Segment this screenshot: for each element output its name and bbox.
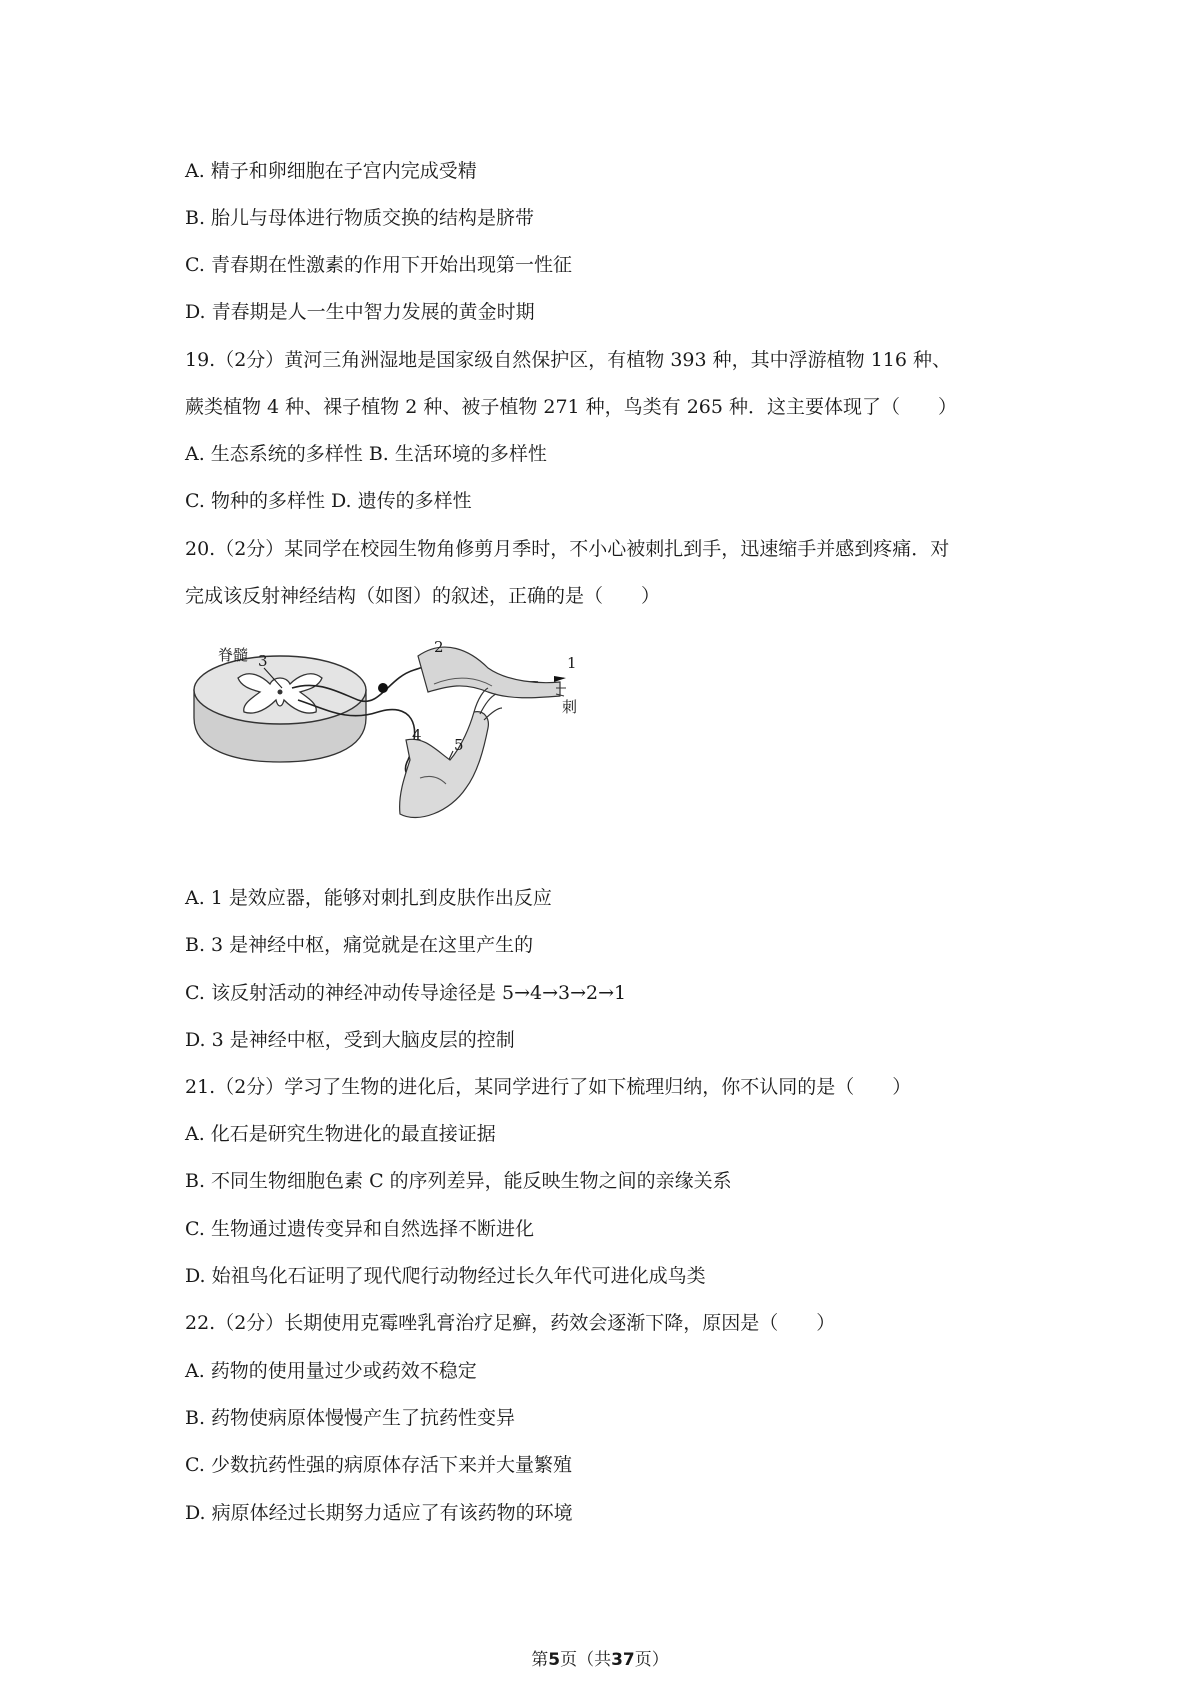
label-1: 1 [567, 654, 577, 672]
q19-stem-line1: 19.（2分）黄河三角洲湿地是国家级自然保护区，有植物 393 种，其中浮游植物 116 种、 [185, 349, 951, 371]
footer-prefix: 第 [531, 1650, 549, 1670]
q18-option-c: C. 青春期在性激素的作用下开始出现第一性征 [185, 254, 572, 276]
q20-option-d: D. 3 是神经中枢，受到大脑皮层的控制 [185, 1029, 515, 1051]
label-5: 5 [454, 736, 464, 754]
label-4: 4 [412, 726, 422, 744]
thorn-icon [554, 676, 566, 682]
q21-option-a: A. 化石是研究生物进化的最直接证据 [185, 1123, 496, 1145]
q20-option-b: B. 3 是神经中枢，痛觉就是在这里产生的 [185, 934, 534, 956]
footer-page-number: 5 [548, 1650, 561, 1670]
q18-option-d: D. 青春期是人一生中智力发展的黄金时期 [185, 301, 535, 323]
lower-arm-drawing [400, 688, 502, 818]
q22-option-a: A. 药物的使用量过少或药效不稳定 [185, 1360, 477, 1382]
footer-total-pages: 37 [611, 1650, 635, 1670]
q22-stem: 22.（2分）长期使用克霉唑乳膏治疗足癣，药效会逐渐下降，原因是（ ） [185, 1312, 836, 1334]
label-3: 3 [258, 652, 268, 670]
reflex-arc-diagram [188, 628, 598, 846]
label-spinal-cord: 脊髓 [218, 646, 249, 664]
q19-options-line1: A. 生态系统的多样性 B. 生活环境的多样性 [185, 443, 547, 465]
q18-option-a: A. 精子和卵细胞在子宫内完成受精 [185, 160, 477, 182]
q22-option-c: C. 少数抗药性强的病原体存活下来并大量繁殖 [185, 1454, 572, 1476]
reflex-arc-figure [188, 628, 598, 846]
page-footer [0, 1648, 1200, 1672]
q21-option-b: B. 不同生物细胞色素 C 的序列差异，能反映生物之间的亲缘关系 [185, 1170, 732, 1192]
label-thorn: 刺 [562, 698, 578, 716]
q19-stem-line2: 蕨类植物 4 种、裸子植物 2 种、被子植物 271 种，鸟类有 265 种．这主要体现了（ ） [185, 396, 958, 418]
spinal-cord-section [194, 656, 366, 762]
q20-stem-line2: 完成该反射神经结构（如图）的叙述，正确的是（ ） [185, 585, 661, 607]
q20-stem-line1: 20.（2分）某同学在校园生物角修剪月季时，不小心被刺扎到手，迅速缩手并感到疼痛．对 [185, 538, 950, 560]
q22-option-b: B. 药物使病原体慢慢产生了抗药性变异 [185, 1407, 516, 1429]
q21-option-d: D. 始祖鸟化石证明了现代爬行动物经过长久年代可进化成鸟类 [185, 1265, 706, 1287]
q18-option-b: B. 胎儿与母体进行物质交换的结构是脐带 [185, 207, 535, 229]
label-2: 2 [434, 638, 444, 656]
q22-option-d: D. 病原体经过长期努力适应了有该药物的环境 [185, 1502, 573, 1524]
ganglion-dot [378, 683, 388, 693]
q20-option-c: C. 该反射活动的神经冲动传导途径是 5→4→3→2→1 [185, 982, 627, 1004]
q21-option-c: C. 生物通过遗传变异和自然选择不断进化 [185, 1218, 534, 1240]
q20-option-a: A. 1 是效应器，能够对刺扎到皮肤作出反应 [185, 887, 552, 909]
footer-suffix: 页） [634, 1650, 669, 1670]
q19-options-line2: C. 物种的多样性 D. 遗传的多样性 [185, 490, 472, 512]
q21-stem: 21.（2分）学习了生物的进化后，某同学进行了如下梳理归纳，你不认同的是（ ） [185, 1076, 912, 1098]
footer-middle: 页（共 [560, 1650, 612, 1670]
